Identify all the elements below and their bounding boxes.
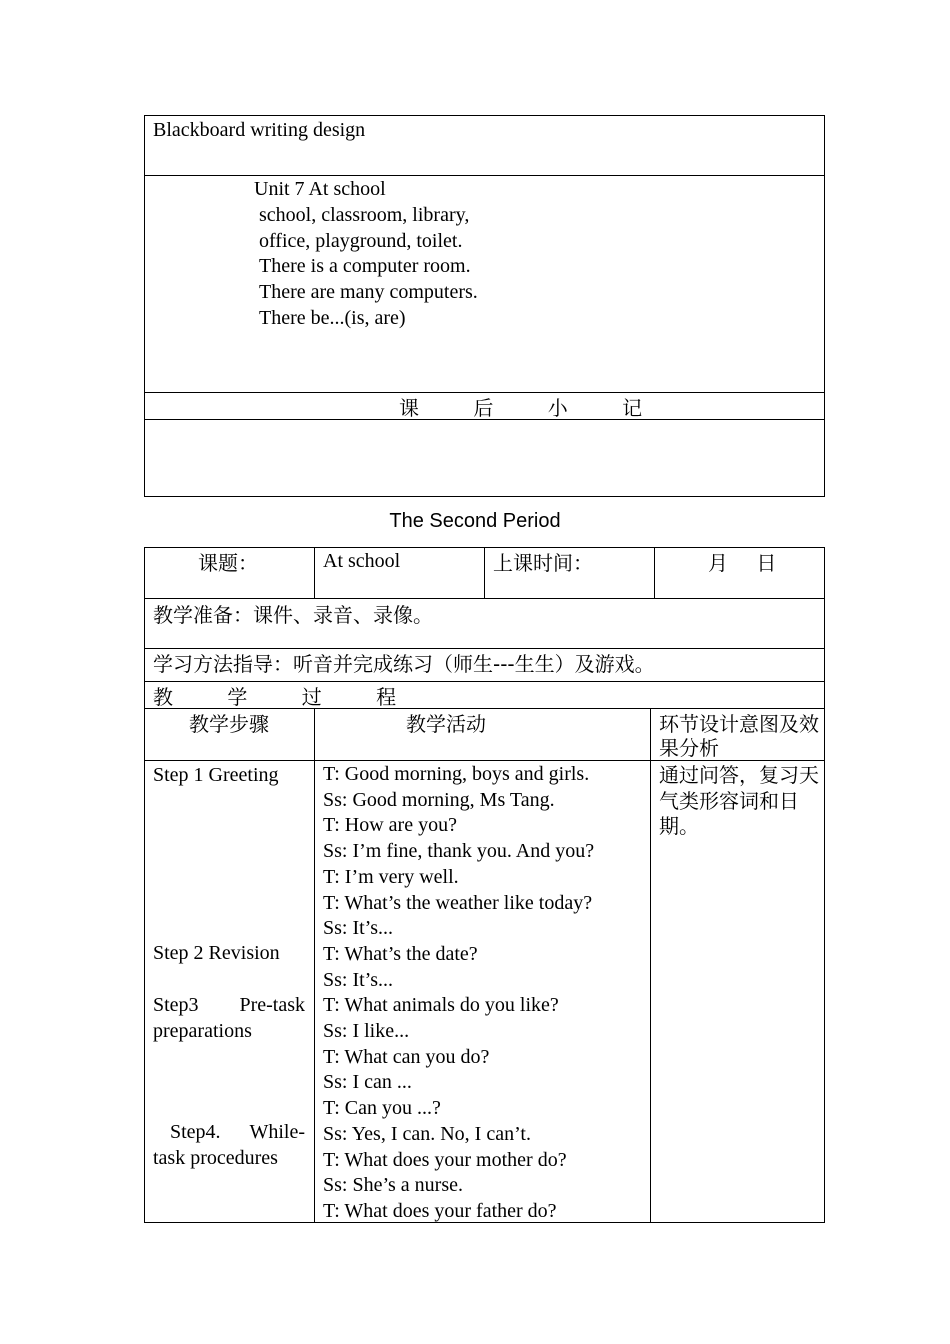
step-greeting: Step 1 Greeting bbox=[153, 764, 279, 786]
topic-label: 课题： bbox=[198, 551, 258, 575]
dialogue-line: Ss: Good morning, Ms Tang. bbox=[323, 788, 555, 811]
blackboard-header: Blackboard writing design bbox=[153, 119, 366, 141]
board-unit-title: Unit 7 At school bbox=[254, 178, 386, 200]
board-line: There be...(is, are) bbox=[259, 307, 406, 329]
board-line: There are many computers. bbox=[259, 281, 478, 303]
section-title: The Second Period bbox=[389, 510, 561, 532]
board-line: office, playground, toilet. bbox=[259, 230, 463, 252]
dialogue-line: Ss: Yes, I can. No, I can’t. bbox=[323, 1122, 531, 1145]
col-header-intent: 环节设计意图及效果分析 bbox=[659, 712, 819, 760]
dialogue-line: T: What’s the weather like today? bbox=[323, 891, 593, 914]
step-pre-task: Step3 Pre-task preparations bbox=[153, 994, 305, 1042]
notes-heading: 课 后 小 记 bbox=[399, 396, 667, 420]
board-line: school, classroom, library, bbox=[259, 204, 470, 226]
table2-col-divider bbox=[314, 708, 315, 1223]
topic-value: At school bbox=[323, 550, 401, 572]
dialogue-line: T: What does your father do? bbox=[323, 1199, 557, 1222]
dialogue-line: T: What animals do you like? bbox=[323, 994, 559, 1017]
table2-col-divider bbox=[484, 547, 485, 598]
table2-col-divider bbox=[314, 547, 315, 598]
blackboard-table bbox=[144, 115, 825, 497]
teaching-prep: 教学准备：课件、录音、录像。 bbox=[153, 603, 433, 627]
table1-divider bbox=[144, 392, 825, 393]
dialogue-line: Ss: It’s... bbox=[323, 968, 394, 991]
dialogue-line: T: What can you do? bbox=[323, 1045, 490, 1068]
table2-col-divider bbox=[654, 547, 655, 598]
step-while-task: Step4. While-task procedures bbox=[153, 1121, 305, 1169]
learning-method: 学习方法指导：听音并完成练习（师生---生生）及游戏。 bbox=[153, 652, 655, 676]
dialogue-line: T: How are you? bbox=[323, 814, 457, 837]
dialogue-line: T: What does your mother do? bbox=[323, 1148, 567, 1171]
step-revision: Step 2 Revision bbox=[153, 942, 280, 964]
date-label: 月 日 bbox=[708, 551, 777, 575]
table2-divider bbox=[144, 598, 825, 599]
dialogue-line: T: I’m very well. bbox=[323, 865, 459, 888]
dialogue-line: Ss: I’m fine, thank you. And you? bbox=[323, 840, 595, 863]
table2-divider bbox=[144, 681, 825, 682]
dialogue-line: T: Good morning, boys and girls. bbox=[323, 763, 590, 785]
dialogue-line: Ss: I like... bbox=[323, 1020, 410, 1043]
dialogue-line: Ss: It’s... bbox=[323, 917, 394, 940]
activities-dialogue bbox=[323, 762, 594, 1225]
dialogue-line: Ss: She’s a nurse. bbox=[323, 1174, 463, 1197]
col-header-steps: 教学步骤 bbox=[189, 712, 269, 736]
table2-divider bbox=[144, 760, 825, 761]
table2-col-divider bbox=[650, 708, 651, 1223]
dialogue-line: T: What’s the date? bbox=[323, 942, 478, 965]
process-heading: 教 学 过 程 bbox=[153, 685, 421, 709]
time-label: 上课时间： bbox=[493, 551, 593, 575]
col-header-activities: 教学活动 bbox=[406, 712, 486, 736]
board-line: There is a computer room. bbox=[259, 255, 471, 277]
dialogue-line: Ss: I can ... bbox=[323, 1071, 412, 1094]
design-intent: 通过问答，复习天气类形容词和日期。 bbox=[659, 763, 819, 839]
table2-divider bbox=[144, 648, 825, 649]
dialogue-line: T: Can you ...? bbox=[323, 1097, 441, 1120]
table1-divider bbox=[144, 175, 825, 176]
